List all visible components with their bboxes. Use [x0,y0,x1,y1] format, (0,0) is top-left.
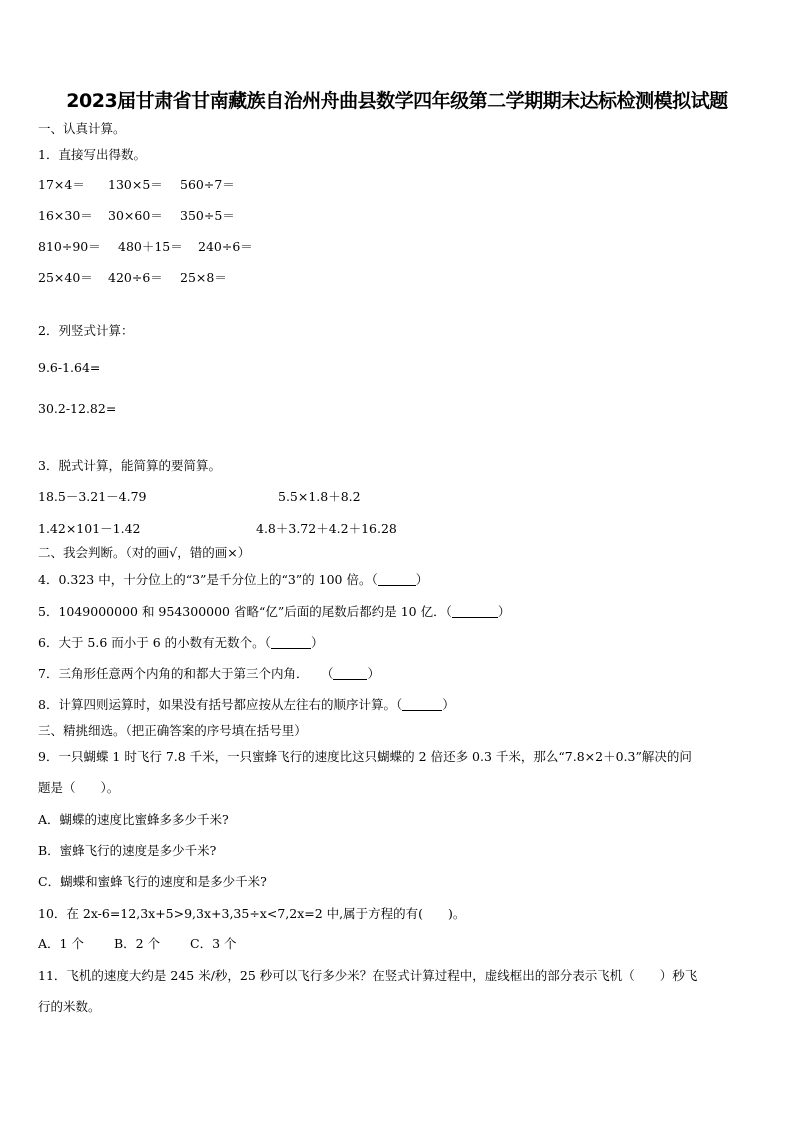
question-2-label: 2．列竖式计算： [38,323,134,338]
q9-option-a[interactable]: A．蝴蝶的速度比蜜蜂多多少千米? [38,812,229,827]
q1-row-3 [38,239,253,255]
close-paren: ） [367,666,380,681]
q1-item: 350÷5＝ [180,208,235,223]
q1-item: 25×40＝ [38,270,93,285]
q1-row-4 [38,270,227,286]
q2-item: 9.6-1.64= [38,360,101,375]
section-2-heading: 二、我会判断。（对的画√，错的画×） [38,545,251,560]
q3-row-1 [38,489,361,505]
question-10: 10．在 2x-6=12,3x+5>9,3x+3,35÷x<7,2x=2 中,属于方程的有( )。 [38,906,466,921]
question-7 [38,666,380,682]
question-5 [38,604,510,620]
q3-item: 18.5－3.21－4.79 [38,489,147,504]
question-8 [38,697,455,713]
q3-item: 4.8＋3.72＋4.2＋16.28 [256,521,397,536]
q1-row-2 [38,208,235,224]
question-1-label: 1．直接写出得数。 [38,147,146,162]
q1-item: 560÷7＝ [180,177,235,192]
q1-item: 30×60＝ [108,208,163,223]
q10-option-a[interactable]: A．1 个 [38,936,84,951]
q10-options [38,936,237,952]
q4-text: 4．0.323 中，十分位上的“3”是千分位上的“3”的 100 倍。（ [38,572,378,587]
q1-item: 130×5＝ [108,177,163,192]
answer-blank[interactable] [452,605,498,618]
q1-item: 420÷6＝ [108,270,163,285]
q8-text: 8．计算四则运算时，如果没有括号都应按从左往右的顺序计算。（ [38,697,403,712]
answer-blank[interactable] [378,573,416,586]
question-3-label: 3．脱式计算，能简算的要简算。 [38,458,221,473]
answer-blank[interactable] [402,698,442,711]
question-9-line-2: 题是（ ）。 [38,780,120,795]
answer-blank[interactable] [271,636,311,649]
q6-text: 6．大于 5.6 而小于 6 的小数有无数个。（ [38,635,271,650]
q1-item: 16×30＝ [38,208,93,223]
question-4 [38,572,428,588]
q5-text: 5．1049000000 和 954300000 省略“亿”后面的尾数后都约是 10 亿．（ [38,604,452,619]
q1-row-1 [38,177,235,193]
question-6 [38,635,323,651]
section-1-heading: 一、认真计算。 [38,121,126,136]
answer-blank[interactable] [333,667,367,680]
question-9-line-1: 9．一只蝴蝶 1 时飞行 7.8 千米，一只蜜蜂飞行的速度比这只蝴蝶的 2 倍还多 0.3 千米，那么“7.8×2＋0.3”解决的问 [38,749,692,764]
section-3-heading: 三、精挑细选。（把正确答案的序号填在括号里） [38,723,307,738]
q1-item: 17×4＝ [38,177,85,192]
question-11-line-1: 11．飞机的速度大约是 245 米/秒，25 秒可以飞行多少米？在竖式计算过程中，虚线框出的部分表示飞机（ ）秒飞 [38,968,698,983]
question-11-line-2: 行的米数。 [38,999,101,1014]
close-paren: ） [310,635,324,650]
q2-item: 30.2-12.82= [38,401,117,416]
page-title: 2023届甘肃省甘南藏族自治州舟曲县数学四年级第二学期期末达标检测模拟试题 [66,90,728,112]
q9-option-c[interactable]: C．蝴蝶和蜜蜂飞行的速度和是多少千米? [38,874,267,889]
q1-item: 480＋15＝ [118,239,183,254]
q1-item: 25×8＝ [180,270,227,285]
q10-option-b[interactable]: B．2 个 [114,936,161,951]
close-paren: ） [497,604,511,619]
q3-item: 1.42×101－1.42 [38,521,141,536]
q3-row-2 [38,521,397,537]
q1-item: 810÷90＝ [38,239,101,254]
q9-option-b[interactable]: B．蜜蜂飞行的速度是多少千米? [38,843,217,858]
q7-text: 7．三角形任意两个内角的和都大于第三个内角． （ [38,666,334,681]
q1-item: 240÷6＝ [198,239,253,254]
q3-item: 5.5×1.8＋8.2 [278,489,361,504]
close-paren: ） [442,697,455,712]
close-paren: ） [415,572,429,587]
q10-option-c[interactable]: C．3 个 [190,936,237,951]
